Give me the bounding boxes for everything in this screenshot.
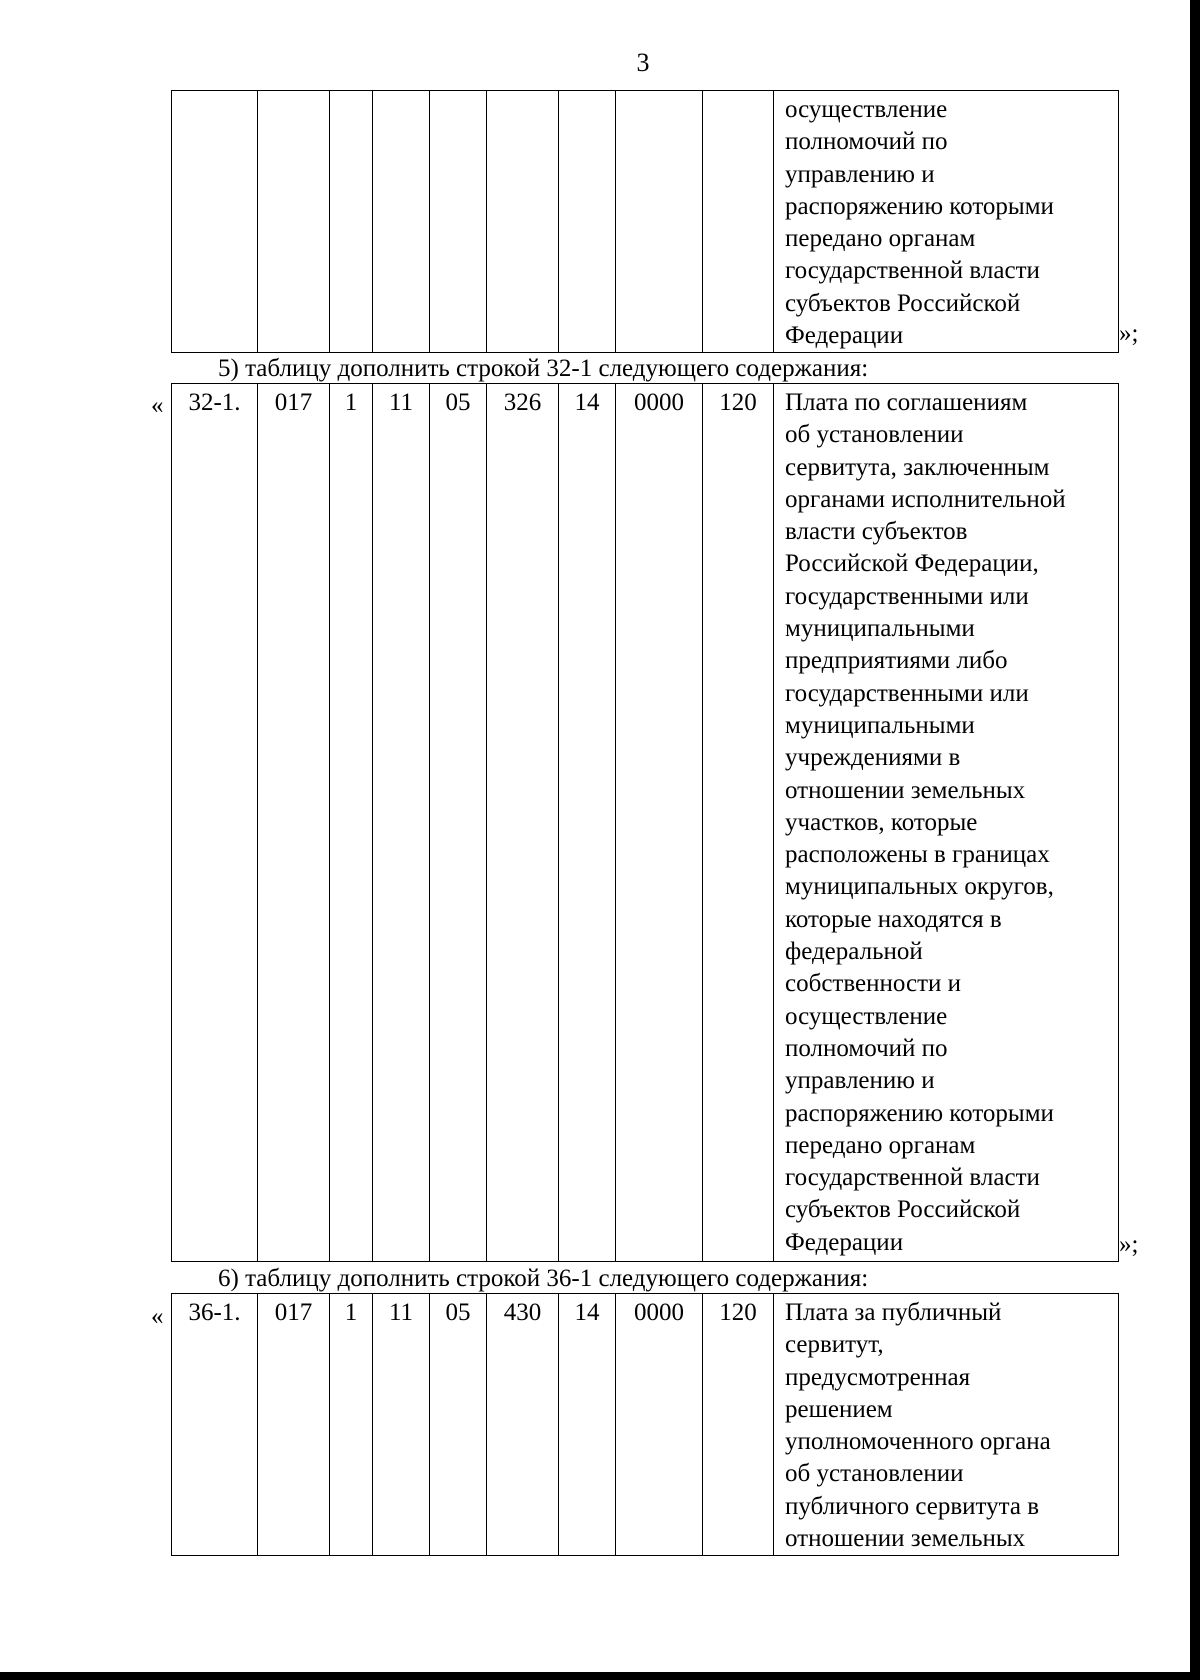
cell-subgroup: 11 [373,384,430,1262]
description-line: об установлении [785,421,964,449]
cell-row-number: 32-1. [172,384,258,1262]
cell-admin-code [258,91,330,353]
page-number: 3 [636,48,650,77]
description-line: предприятиями либо [785,647,1008,675]
description-line: уполномоченного органа [785,1428,1051,1456]
cell-row-number: 36-1. [172,1294,258,1556]
description-line: решением [785,1395,893,1423]
paragraph-6: 6) таблицу дополнить строкой 36-1 следующего содержания: [218,1265,869,1292]
cell-subgroup [373,91,430,353]
description-line: передано органам [785,225,976,253]
description-line: полномочий по [785,128,948,156]
cell-subarticle [487,91,559,353]
cell-subarticle: 430 [487,1294,559,1556]
description-line: осуществление [785,96,948,123]
description-line: управлению и [785,1067,935,1095]
description-line: субъектов Российской [785,1196,1021,1224]
description-line: муниципальными [785,711,975,739]
description-line: государственной власти [785,1164,1040,1192]
description-line: отношении земельных [785,1525,1026,1553]
cell-analytic-code: 120 [703,1294,774,1556]
description-line: расположены в границах [785,841,1050,869]
cell-description [774,384,1119,1262]
description-line: Плата по соглашениям [785,389,1028,416]
cell-admin-code: 017 [258,1294,330,1556]
description-line: власти субъектов [785,518,968,546]
description-line: управлению и [785,160,935,188]
cell-group: 1 [330,384,373,1262]
cell-article: 05 [430,1294,487,1556]
description-line: Российской Федерации, [785,550,1039,578]
closing-quote: »; [1119,1231,1139,1258]
cell-analytic-code: 120 [703,384,774,1262]
cell-program-code: 0000 [616,1294,703,1556]
description-line: об установлении [785,1460,964,1488]
description-line: сервитут, [785,1331,884,1359]
description-line: государственными или [785,582,1029,610]
description-line: Плата за публичный [785,1299,1002,1326]
scan-border-bottom [0,1672,1200,1680]
table-row-32-1 [171,383,1119,1262]
description-line: отношении земельных [785,776,1026,804]
table-row [172,91,1119,353]
description-line: Федерации [785,322,904,350]
closing-quote: »; [1119,320,1139,347]
cell-group: 1 [330,1294,373,1556]
description-line: государственной власти [785,257,1040,285]
description-line: муниципальных округов, [785,873,1054,901]
cell-subgroup: 11 [373,1294,430,1556]
description-line: которые находятся в [785,905,1002,933]
table-continuation [171,90,1119,353]
cell-element [559,91,616,353]
cell-row-number [172,91,258,353]
description-line: субъектов Российской [785,289,1021,317]
cell-description [774,91,1119,353]
description-line: полномочий по [785,1034,948,1062]
description-line: осуществление [785,1002,948,1030]
description-line: распоряжению которыми [785,1099,1054,1127]
cell-element: 14 [559,384,616,1262]
opening-quote: « [151,392,164,419]
description-line: органами исполнительной [785,485,1066,513]
description-line: Федерации [785,1228,904,1256]
description-line: муниципальными [785,615,975,643]
description-line: передано органам [785,1131,976,1159]
cell-program-code [616,91,703,353]
description-line: федеральной [785,938,923,966]
opening-quote: « [151,1303,164,1330]
description-line: государственными или [785,679,1029,707]
description-line: публичного сервитута в [785,1492,1039,1520]
scan-border-right [1190,0,1200,1680]
table-row [172,1294,1119,1556]
table-row-36-1 [171,1293,1119,1556]
cell-program-code: 0000 [616,384,703,1262]
cell-analytic-code [703,91,774,353]
cell-description [774,1294,1119,1556]
table-row [172,384,1119,1262]
description-line: сервитута, заключенным [785,453,1050,481]
cell-subarticle: 326 [487,384,559,1262]
cell-group [330,91,373,353]
cell-article: 05 [430,384,487,1262]
description-line: распоряжению которыми [785,192,1054,220]
description-line: учреждениями в [785,744,961,772]
cell-article [430,91,487,353]
description-line: предусмотренная [785,1363,971,1391]
paragraph-5: 5) таблицу дополнить строкой 32-1 следующего содержания: [218,355,869,382]
description-line: собственности и [785,970,962,998]
cell-element: 14 [559,1294,616,1556]
cell-admin-code: 017 [258,384,330,1262]
description-line: участков, которые [785,808,978,836]
